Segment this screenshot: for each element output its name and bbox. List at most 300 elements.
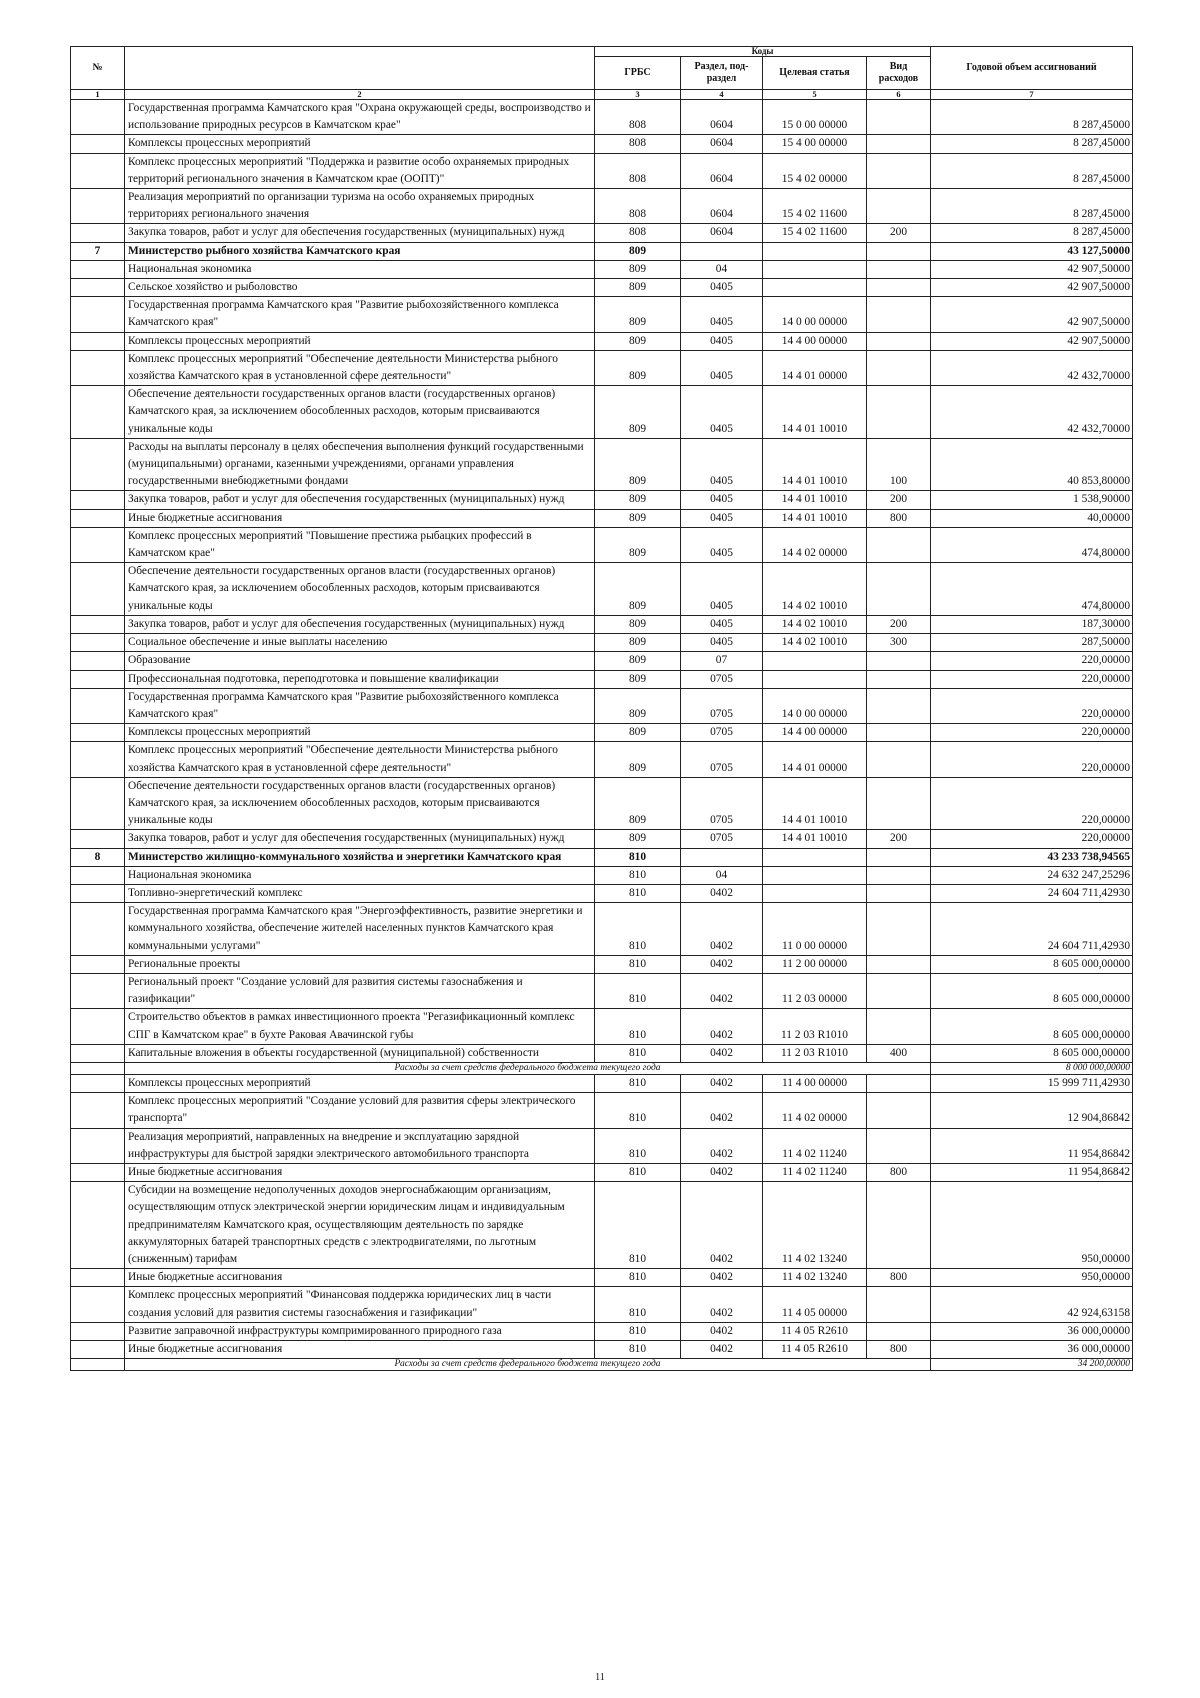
expense-name-cell: Комплексы процессных мероприятий (125, 332, 595, 350)
grbs-code-cell: 810 (595, 955, 681, 973)
grbs-code-cell: 809 (595, 670, 681, 688)
grbs-code-cell: 810 (595, 1044, 681, 1062)
row-number-cell (71, 688, 125, 723)
expense-type-cell (867, 973, 931, 1008)
amount-cell: 950,00000 (931, 1182, 1133, 1269)
expense-name-cell: Комплекс процессных мероприятий "Создание условий для развития сферы электрического транспорта" (125, 1093, 595, 1128)
expense-type-cell: 300 (867, 634, 931, 652)
expense-type-cell (867, 135, 931, 153)
expense-name-cell: Иные бюджетные ассигнования (125, 1341, 595, 1359)
target-article-cell: 14 0 00 00000 (763, 297, 867, 332)
table-row (71, 332, 1133, 350)
expense-name-cell: Закупка товаров, работ и услуг для обеспечения государственных (муниципальных) нужд (125, 491, 595, 509)
expense-type-cell: 800 (867, 1163, 931, 1181)
row-number-cell: 7 (71, 242, 125, 260)
amount-cell: 220,00000 (931, 670, 1133, 688)
amount-cell: 950,00000 (931, 1269, 1133, 1287)
section-code-cell: 0405 (681, 279, 763, 297)
section-code-cell: 04 (681, 260, 763, 278)
expense-type-cell (867, 563, 931, 616)
target-article-cell: 11 2 03 R1010 (763, 1009, 867, 1044)
expense-type-cell (867, 153, 931, 188)
amount-cell: 42 907,50000 (931, 297, 1133, 332)
target-article-cell: 15 4 02 11600 (763, 224, 867, 242)
grbs-code-cell: 810 (595, 1322, 681, 1340)
row-number-cell (71, 438, 125, 491)
grbs-code-cell: 810 (595, 1269, 681, 1287)
expense-type-cell (867, 884, 931, 902)
column-number-row (71, 90, 1133, 100)
section-code-cell: 0402 (681, 1074, 763, 1092)
target-article-cell: 11 2 03 R1010 (763, 1044, 867, 1062)
col-number: 2 (125, 90, 595, 100)
expense-name-cell: Закупка товаров, работ и услуг для обеспечения государственных (муниципальных) нужд (125, 830, 595, 848)
row-number-cell (71, 973, 125, 1008)
grbs-code-cell: 809 (595, 297, 681, 332)
federal-funds-note-row (71, 1359, 1133, 1371)
section-code-cell: 0405 (681, 297, 763, 332)
row-number-cell (71, 830, 125, 848)
expense-name-cell: Министерство жилищно-коммунального хозяйства и энергетики Камчатского края (125, 848, 595, 866)
table-row (71, 509, 1133, 527)
expense-type-cell: 200 (867, 224, 931, 242)
row-number-cell (71, 563, 125, 616)
amount-cell: 43 233 738,94565 (931, 848, 1133, 866)
amount-cell: 8 605 000,00000 (931, 1009, 1133, 1044)
target-article-cell: 14 4 01 00000 (763, 742, 867, 777)
target-article-cell: 11 4 05 R2610 (763, 1341, 867, 1359)
col-header-name (125, 47, 595, 90)
expense-type-cell: 800 (867, 1269, 931, 1287)
grbs-code-cell: 810 (595, 1287, 681, 1322)
expense-name-cell: Развитие заправочной инфраструктуры компримированного природного газа (125, 1322, 595, 1340)
target-article-cell: 15 0 00 00000 (763, 100, 867, 135)
amount-cell: 8 287,45000 (931, 135, 1133, 153)
row-number-cell (71, 955, 125, 973)
table-row (71, 973, 1133, 1008)
section-code-cell: 0705 (681, 830, 763, 848)
expense-name-cell: Субсидии на возмещение недополученных доходов энергоснабжающим организациям, осуществляющим отпуск электрической энергии юридическим лицам и индивидуальным предпринимателям Камчатского края, осуществляющим деятельность по зарядке аккумуляторных батарей транспортных средств с электродвигателями, по льготным (сниженным) тарифам (125, 1182, 595, 1269)
grbs-code-cell: 810 (595, 973, 681, 1008)
table-row (71, 866, 1133, 884)
budget-table-sheet (70, 46, 1132, 1371)
expense-type-cell (867, 688, 931, 723)
expense-name-cell: Комплекс процессных мероприятий "Обеспечение деятельности Министерства рыбного хозяйства Камчатского края в установленной сфере деятельности" (125, 742, 595, 777)
amount-cell: 11 954,86842 (931, 1163, 1133, 1181)
expense-type-cell: 200 (867, 830, 931, 848)
row-number-cell (71, 1009, 125, 1044)
table-row (71, 1044, 1133, 1062)
target-article-cell: 14 4 01 10010 (763, 777, 867, 830)
amount-cell: 220,00000 (931, 652, 1133, 670)
table-row (71, 189, 1133, 224)
amount-cell: 8 605 000,00000 (931, 973, 1133, 1008)
row-number-cell (71, 332, 125, 350)
target-article-cell: 15 4 00 00000 (763, 135, 867, 153)
target-article-cell (763, 884, 867, 902)
expense-name-cell: Национальная экономика (125, 866, 595, 884)
col-number: 5 (763, 90, 867, 100)
target-article-cell: 11 4 02 11240 (763, 1128, 867, 1163)
grbs-code-cell: 810 (595, 1009, 681, 1044)
expense-type-cell: 100 (867, 438, 931, 491)
row-number-cell (71, 652, 125, 670)
expense-name-cell: Топливно-энергетический комплекс (125, 884, 595, 902)
expense-name-cell: Закупка товаров, работ и услуг для обеспечения государственных (муниципальных) нужд (125, 615, 595, 633)
amount-cell: 42 907,50000 (931, 332, 1133, 350)
col-header-type: Вид расходов (867, 57, 931, 90)
expense-name-cell: Государственная программа Камчатского края "Развитие рыбохозяйственного комплекса Камчатского края" (125, 297, 595, 332)
amount-cell: 220,00000 (931, 688, 1133, 723)
grbs-code-cell: 809 (595, 527, 681, 562)
amount-cell: 15 999 711,42930 (931, 1074, 1133, 1092)
expense-type-cell (867, 297, 931, 332)
target-article-cell (763, 848, 867, 866)
expense-type-cell (867, 100, 931, 135)
amount-cell: 8 287,45000 (931, 100, 1133, 135)
section-code-cell: 0405 (681, 563, 763, 616)
table-row (71, 1341, 1133, 1359)
target-article-cell: 11 4 00 00000 (763, 1074, 867, 1092)
expense-name-cell: Государственная программа Камчатского края "Охрана окружающей среды, воспроизводство и использование природных ресурсов в Камчатском крае" (125, 100, 595, 135)
row-number-cell (71, 189, 125, 224)
target-article-cell (763, 260, 867, 278)
grbs-code-cell: 810 (595, 866, 681, 884)
row-number-cell (71, 724, 125, 742)
section-code-cell: 0604 (681, 189, 763, 224)
section-code-cell: 0402 (681, 1341, 763, 1359)
section-code-cell: 0402 (681, 884, 763, 902)
table-row (71, 848, 1133, 866)
amount-cell: 24 604 711,42930 (931, 884, 1133, 902)
section-code-cell: 0402 (681, 1287, 763, 1322)
federal-funds-note: Расходы за счет средств федерального бюджета текущего года (125, 1062, 931, 1074)
expense-type-cell: 800 (867, 509, 931, 527)
target-article-cell: 11 2 03 00000 (763, 973, 867, 1008)
expense-name-cell: Профессиональная подготовка, переподготовка и повышение квалификации (125, 670, 595, 688)
section-code-cell: 0604 (681, 153, 763, 188)
expense-type-cell (867, 1128, 931, 1163)
grbs-code-cell: 809 (595, 260, 681, 278)
table-row (71, 1287, 1133, 1322)
expense-type-cell (867, 189, 931, 224)
row-number-cell (71, 1128, 125, 1163)
grbs-code-cell: 810 (595, 1128, 681, 1163)
target-article-cell: 14 4 00 00000 (763, 332, 867, 350)
col-header-codes: Коды (595, 47, 931, 57)
row-number-cell (71, 866, 125, 884)
row-number-cell (71, 1341, 125, 1359)
amount-cell: 42 432,70000 (931, 350, 1133, 385)
grbs-code-cell: 809 (595, 509, 681, 527)
amount-cell: 42 907,50000 (931, 279, 1133, 297)
grbs-code-cell: 810 (595, 1163, 681, 1181)
grbs-code-cell: 809 (595, 563, 681, 616)
grbs-code-cell: 810 (595, 1074, 681, 1092)
target-article-cell: 14 4 00 00000 (763, 724, 867, 742)
table-row (71, 100, 1133, 135)
table-row (71, 1009, 1133, 1044)
table-row (71, 634, 1133, 652)
section-code-cell: 0405 (681, 509, 763, 527)
grbs-code-cell: 809 (595, 332, 681, 350)
table-row (71, 224, 1133, 242)
amount-cell: 8 287,45000 (931, 224, 1133, 242)
row-number-cell (71, 1044, 125, 1062)
amount-cell: 187,30000 (931, 615, 1133, 633)
section-code-cell: 0405 (681, 386, 763, 439)
section-code-cell: 0402 (681, 1322, 763, 1340)
row-number-cell (71, 491, 125, 509)
expense-name-cell: Обеспечение деятельности государственных органов власти (государственных органов) Камчатского края, за исключением обособленных расходов, которым присваиваются уникальные коды (125, 563, 595, 616)
expense-type-cell (867, 724, 931, 742)
table-row (71, 724, 1133, 742)
section-code-cell: 0402 (681, 1009, 763, 1044)
row-number-cell (71, 279, 125, 297)
expense-name-cell: Комплекс процессных мероприятий "Повышение престижа рыбацких профессий в Камчатском крае" (125, 527, 595, 562)
expense-type-cell (867, 332, 931, 350)
amount-cell: 24 632 247,25296 (931, 866, 1133, 884)
row-number-cell (71, 224, 125, 242)
expense-type-cell (867, 242, 931, 260)
target-article-cell: 11 4 05 00000 (763, 1287, 867, 1322)
section-code-cell: 0705 (681, 742, 763, 777)
target-article-cell (763, 279, 867, 297)
target-article-cell: 14 4 02 10010 (763, 634, 867, 652)
row-number-cell (71, 527, 125, 562)
target-article-cell: 11 4 02 13240 (763, 1182, 867, 1269)
grbs-code-cell: 809 (595, 777, 681, 830)
amount-cell: 12 904,86842 (931, 1093, 1133, 1128)
expense-type-cell: 400 (867, 1044, 931, 1062)
section-code-cell: 0402 (681, 1044, 763, 1062)
row-number-cell (71, 1093, 125, 1128)
expense-type-cell (867, 260, 931, 278)
section-code-cell: 0405 (681, 634, 763, 652)
table-row (71, 350, 1133, 385)
amount-cell: 474,80000 (931, 527, 1133, 562)
amount-cell: 474,80000 (931, 563, 1133, 616)
target-article-cell: 14 4 01 00000 (763, 350, 867, 385)
row-number-cell (71, 903, 125, 956)
row-number-cell (71, 153, 125, 188)
row-number-cell (71, 742, 125, 777)
table-row (71, 438, 1133, 491)
expense-name-cell: Капитальные вложения в объекты государственной (муниципальной) собственности (125, 1044, 595, 1062)
row-number-cell (71, 386, 125, 439)
expense-type-cell (867, 670, 931, 688)
target-article-cell: 11 4 02 11240 (763, 1163, 867, 1181)
table-row (71, 153, 1133, 188)
table-row (71, 1163, 1133, 1181)
grbs-code-cell: 808 (595, 135, 681, 153)
section-code-cell: 07 (681, 652, 763, 670)
grbs-code-cell: 809 (595, 491, 681, 509)
expense-type-cell (867, 1093, 931, 1128)
amount-cell: 8 605 000,00000 (931, 955, 1133, 973)
table-row (71, 386, 1133, 439)
table-row (71, 563, 1133, 616)
expense-name-cell: Строительство объектов в рамках инвестиционного проекта "Регазификационный комплекс СПГ в Камчатском крае" в бухте Раковая Авачинской губы (125, 1009, 595, 1044)
row-number-cell (71, 884, 125, 902)
federal-funds-note: Расходы за счет средств федерального бюджета текущего года (125, 1359, 931, 1371)
table-row (71, 830, 1133, 848)
table-row (71, 884, 1133, 902)
section-code-cell: 0705 (681, 724, 763, 742)
col-number: 4 (681, 90, 763, 100)
expense-type-cell (867, 652, 931, 670)
amount-cell: 24 604 711,42930 (931, 903, 1133, 956)
expense-name-cell: Расходы на выплаты персоналу в целях обеспечения выполнения функций государственными (муниципальными) органами, казенными учреждениями, органами управления государственными внебюджетными фондами (125, 438, 595, 491)
table-row (71, 955, 1133, 973)
expense-type-cell (867, 742, 931, 777)
amount-cell: 36 000,00000 (931, 1322, 1133, 1340)
table-row (71, 777, 1133, 830)
amount-cell: 220,00000 (931, 777, 1133, 830)
row-number-cell (71, 1182, 125, 1269)
grbs-code-cell: 809 (595, 724, 681, 742)
section-code-cell: 0604 (681, 224, 763, 242)
row-number-cell (71, 1322, 125, 1340)
table-row (71, 135, 1133, 153)
expense-type-cell: 200 (867, 615, 931, 633)
row-number-cell (71, 135, 125, 153)
expense-type-cell (867, 1287, 931, 1322)
grbs-code-cell: 810 (595, 1093, 681, 1128)
target-article-cell: 15 4 02 00000 (763, 153, 867, 188)
amount-cell: 36 000,00000 (931, 1341, 1133, 1359)
table-row (71, 1322, 1133, 1340)
col-number: 3 (595, 90, 681, 100)
row-number-cell (71, 297, 125, 332)
page-number: 11 (595, 1672, 605, 1683)
section-code-cell: 0402 (681, 1128, 763, 1163)
section-code-cell (681, 848, 763, 866)
target-article-cell: 14 4 02 10010 (763, 563, 867, 616)
grbs-code-cell: 810 (595, 848, 681, 866)
expense-type-cell: 200 (867, 491, 931, 509)
col-number: 7 (931, 90, 1133, 100)
grbs-code-cell: 810 (595, 903, 681, 956)
expense-type-cell (867, 1009, 931, 1044)
expense-type-cell (867, 1182, 931, 1269)
grbs-code-cell: 809 (595, 279, 681, 297)
amount-cell: 43 127,50000 (931, 242, 1133, 260)
section-code-cell: 0402 (681, 1093, 763, 1128)
table-row (71, 1182, 1133, 1269)
expense-name-cell: Региональные проекты (125, 955, 595, 973)
expense-type-cell (867, 777, 931, 830)
target-article-cell: 11 0 00 00000 (763, 903, 867, 956)
row-number-cell (71, 509, 125, 527)
expense-type-cell (867, 1074, 931, 1092)
table-row (71, 297, 1133, 332)
table-row (71, 242, 1133, 260)
section-code-cell: 0705 (681, 688, 763, 723)
col-header-no: № (71, 47, 125, 90)
col-header-target: Целевая статья (763, 57, 867, 90)
grbs-code-cell: 809 (595, 742, 681, 777)
table-row (71, 1074, 1133, 1092)
expense-type-cell (867, 350, 931, 385)
section-code-cell: 0705 (681, 777, 763, 830)
target-article-cell: 11 4 02 13240 (763, 1269, 867, 1287)
expense-type-cell (867, 1322, 931, 1340)
row-number-cell (71, 1074, 125, 1092)
amount-cell: 8 287,45000 (931, 189, 1133, 224)
table-row (71, 688, 1133, 723)
grbs-code-cell: 809 (595, 615, 681, 633)
grbs-code-cell: 809 (595, 386, 681, 439)
row-number-cell (71, 350, 125, 385)
grbs-code-cell: 809 (595, 438, 681, 491)
grbs-code-cell: 809 (595, 350, 681, 385)
expense-name-cell: Реализация мероприятий, направленных на внедрение и эксплуатацию зарядной инфраструктуры для быстрой зарядки электрического автомобильного транспорта (125, 1128, 595, 1163)
table-row (71, 260, 1133, 278)
row-number-cell (71, 777, 125, 830)
row-number-cell (71, 100, 125, 135)
expense-name-cell: Региональный проект "Создание условий для развития системы газоснабжения и газификации" (125, 973, 595, 1008)
expense-name-cell: Национальная экономика (125, 260, 595, 278)
row-number-cell (71, 634, 125, 652)
col-number: 1 (71, 90, 125, 100)
table-row (71, 1128, 1133, 1163)
target-article-cell: 11 4 02 00000 (763, 1093, 867, 1128)
table-row (71, 615, 1133, 633)
amount-cell: 8 000 000,00000 (931, 1062, 1133, 1074)
grbs-code-cell: 808 (595, 224, 681, 242)
expense-name-cell: Закупка товаров, работ и услуг для обеспечения государственных (муниципальных) нужд (125, 224, 595, 242)
expense-name-cell: Социальное обеспечение и иные выплаты населению (125, 634, 595, 652)
row-number-cell (71, 1359, 125, 1371)
section-code-cell: 0402 (681, 903, 763, 956)
target-article-cell: 14 4 02 10010 (763, 615, 867, 633)
expense-type-cell (867, 848, 931, 866)
expense-name-cell: Государственная программа Камчатского края "Энергоэффективность, развитие энергетики и коммунального хозяйства, обеспечение жителей населенных пунктов Камчатского края коммунальными услугами" (125, 903, 595, 956)
grbs-code-cell: 810 (595, 1341, 681, 1359)
target-article-cell: 11 4 05 R2610 (763, 1322, 867, 1340)
amount-cell: 220,00000 (931, 742, 1133, 777)
section-code-cell: 0405 (681, 438, 763, 491)
row-number-cell (71, 670, 125, 688)
expense-name-cell: Иные бюджетные ассигнования (125, 1163, 595, 1181)
amount-cell: 42 907,50000 (931, 260, 1133, 278)
target-article-cell: 15 4 02 11600 (763, 189, 867, 224)
table-row (71, 903, 1133, 956)
expense-name-cell: Комплекс процессных мероприятий "Финансовая поддержка юридических лиц в части создания условий для развития системы газоснабжения и газификации" (125, 1287, 595, 1322)
amount-cell: 11 954,86842 (931, 1128, 1133, 1163)
grbs-code-cell: 808 (595, 189, 681, 224)
col-number: 6 (867, 90, 931, 100)
target-article-cell: 11 2 00 00000 (763, 955, 867, 973)
table-row (71, 1093, 1133, 1128)
grbs-code-cell: 808 (595, 100, 681, 135)
section-code-cell: 0405 (681, 350, 763, 385)
expense-type-cell (867, 386, 931, 439)
amount-cell: 287,50000 (931, 634, 1133, 652)
expense-type-cell (867, 955, 931, 973)
target-article-cell: 14 4 01 10010 (763, 509, 867, 527)
section-code-cell: 0402 (681, 973, 763, 1008)
expense-name-cell: Обеспечение деятельности государственных органов власти (государственных органов) Камчатского края, за исключением обособленных расходов, которым присваиваются уникальные коды (125, 386, 595, 439)
expense-name-cell: Комплекс процессных мероприятий "Обеспечение деятельности Министерства рыбного хозяйства Камчатского края в установленной сфере деятельности" (125, 350, 595, 385)
table-header (71, 47, 1133, 100)
row-number-cell (71, 260, 125, 278)
expense-name-cell: Комплексы процессных мероприятий (125, 135, 595, 153)
row-number-cell (71, 1287, 125, 1322)
section-code-cell: 0604 (681, 100, 763, 135)
expense-type-cell (867, 527, 931, 562)
